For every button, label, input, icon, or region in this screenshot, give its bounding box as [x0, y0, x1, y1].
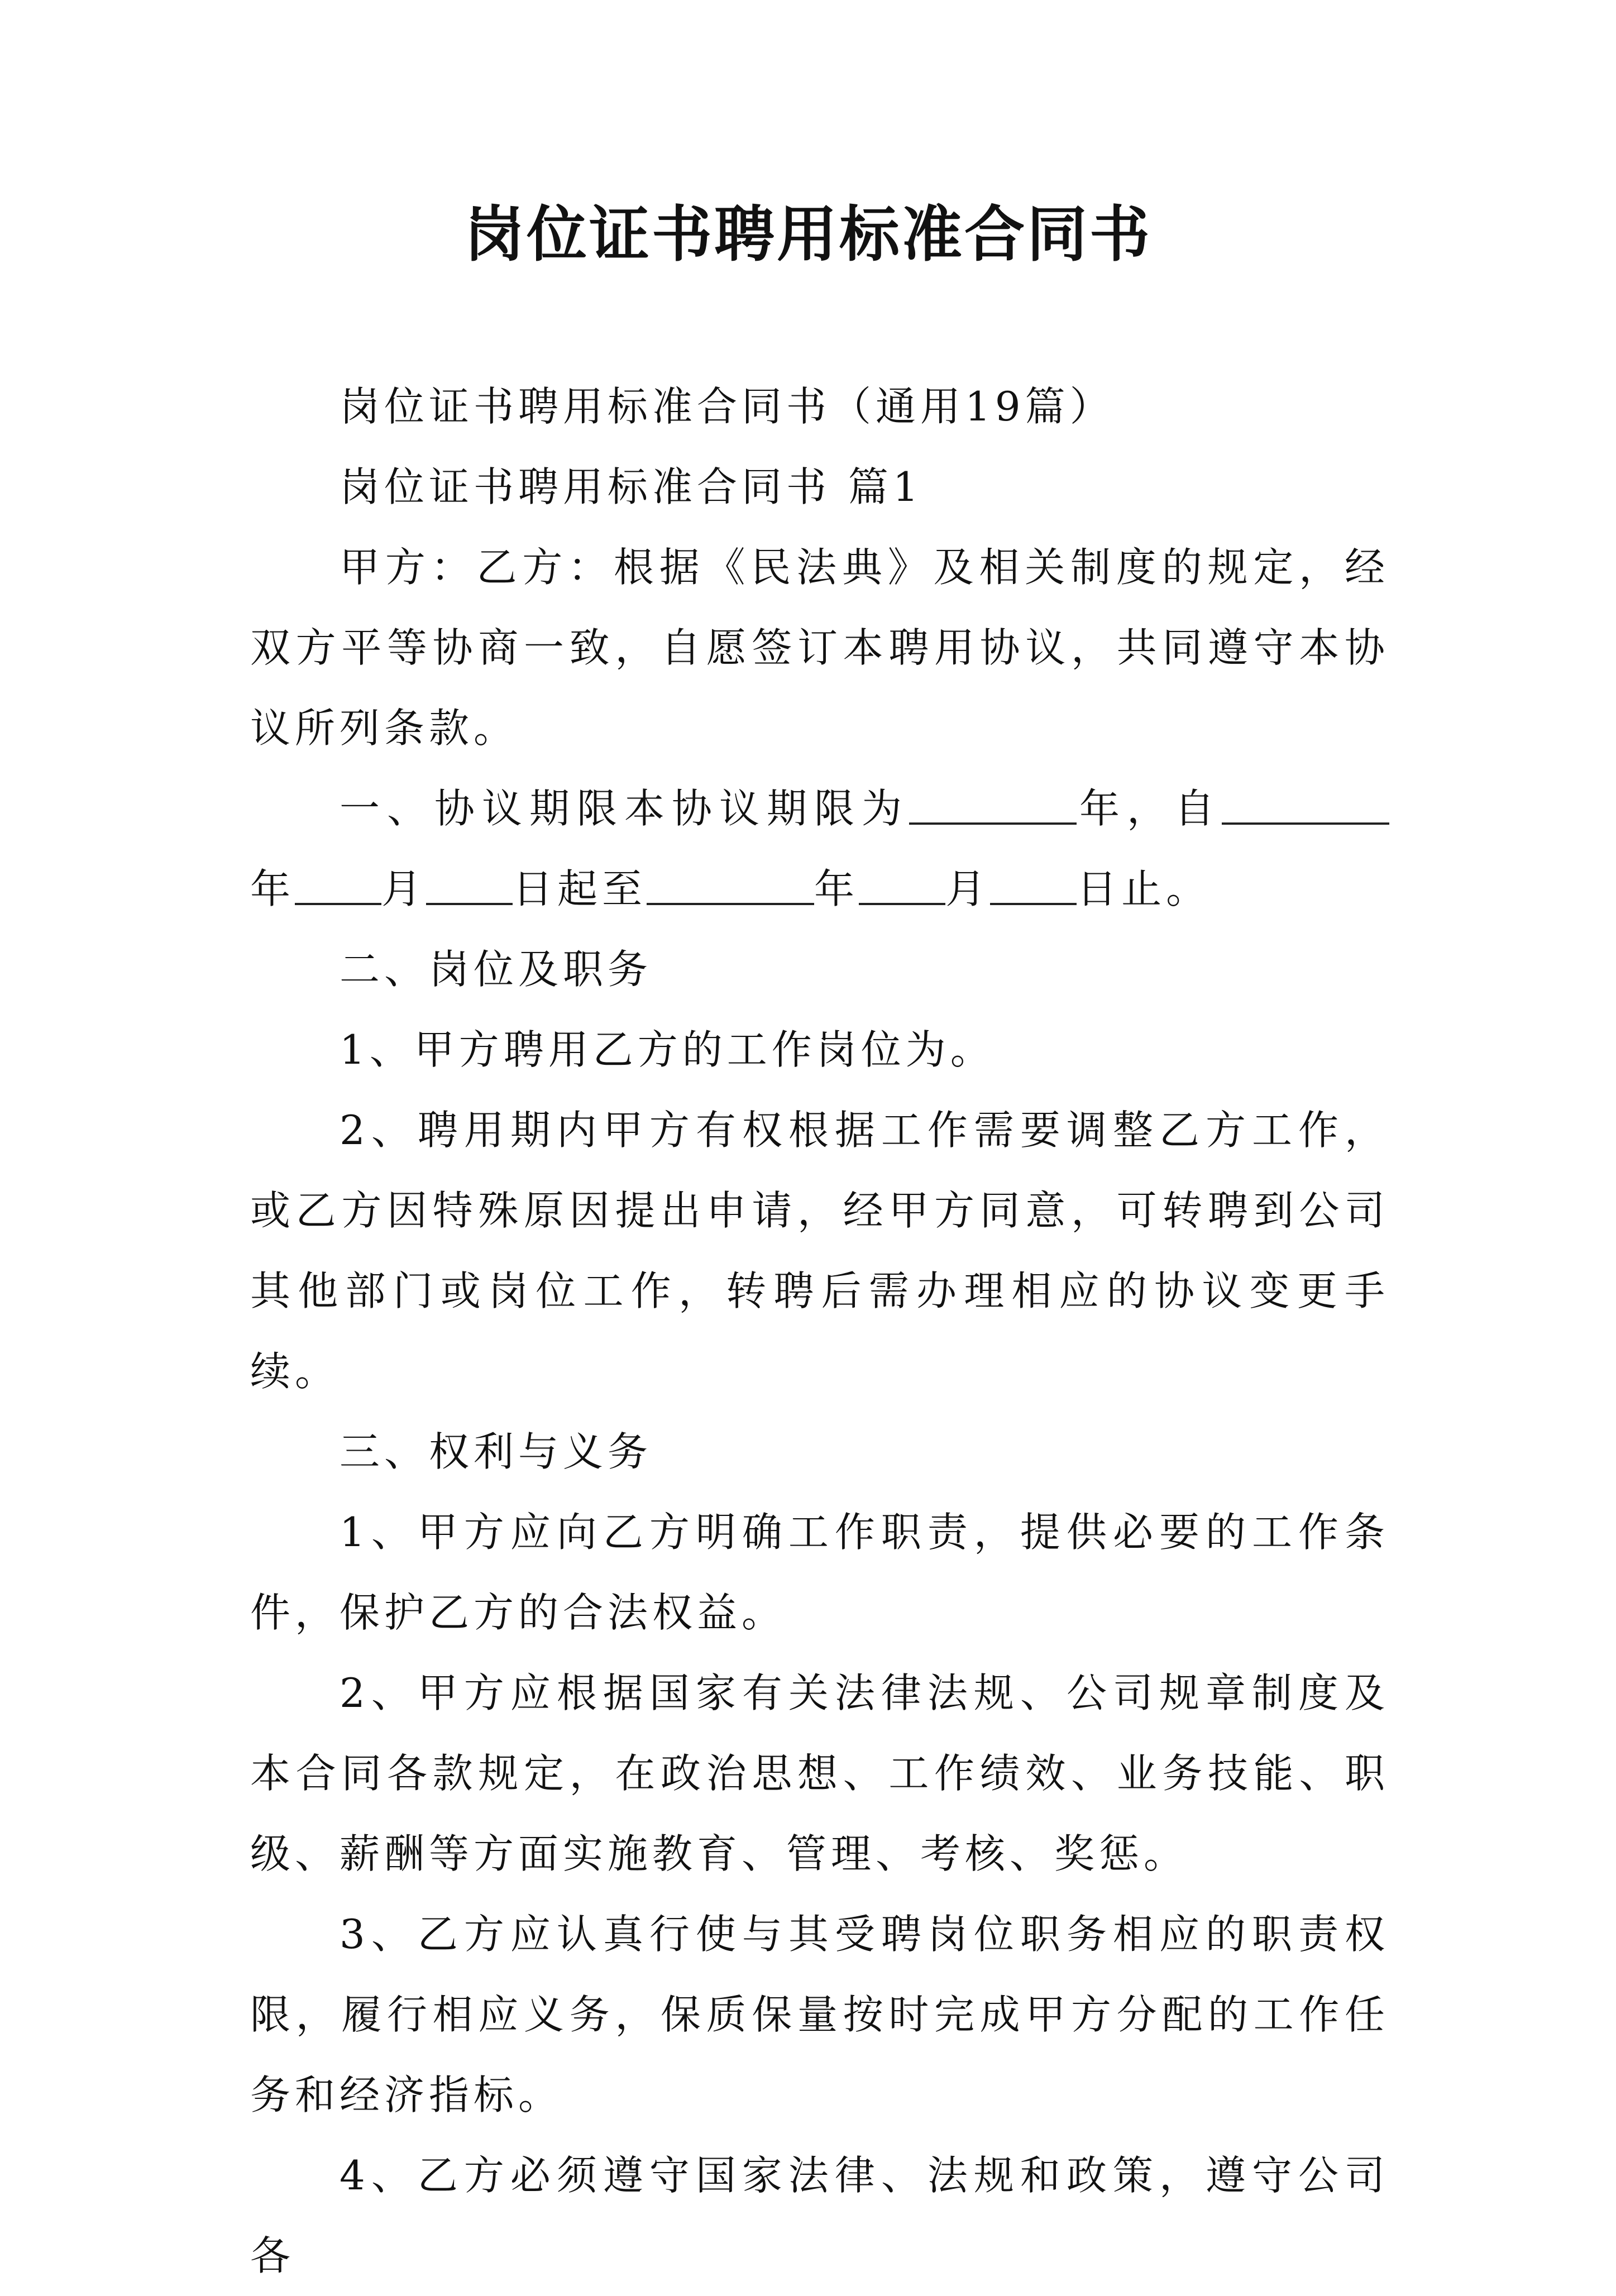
subtitle-paragraph: 岗位证书聘用标准合同书（通用19篇）: [340, 383, 1115, 430]
start-year-blank[interactable]: [1222, 787, 1389, 825]
section-2-item-2: 2、聘用期内甲方有权根据工作需要调整乙方工作，或乙方因特殊原因提出申请，经甲方同意，可转聘到公司其他部门或岗位工作，转聘后需办理相应的协议变更手续。: [250, 1107, 1389, 1395]
end-month-blank[interactable]: [859, 867, 945, 905]
section-2-title: 二、岗位及职务: [340, 946, 653, 993]
document-title: 岗位证书聘用标准合同书: [463, 199, 1152, 270]
part-heading: 岗位证书聘用标准合同书 篇1: [340, 463, 923, 510]
term-text-4: 月: [381, 865, 427, 912]
end-year-blank[interactable]: [647, 867, 814, 905]
years-blank[interactable]: [909, 787, 1077, 825]
term-text-8: 日止。: [1077, 865, 1211, 912]
section-3-title: 三、权利与义务: [340, 1428, 653, 1475]
section-3-item-4: 4、乙方必须遵守国家法律、法规和政策，遵守公司各: [250, 2152, 1389, 2279]
start-day-blank[interactable]: [426, 867, 513, 905]
document-body: [250, 366, 1389, 2296]
section-3-item-3: 3、乙方应认真行使与其受聘岗位职务相应的职责权限，履行相应义务，保质保量按时完成甲方分配的工作任务和经济指标。: [250, 1911, 1389, 2118]
term-text-2: 年，自: [1076, 785, 1222, 832]
term-text-6: 年: [814, 865, 859, 912]
term-paragraph: [250, 768, 1389, 929]
term-text-3: 年: [250, 865, 295, 912]
term-text-1: 一、协议期限本协议期限为: [340, 785, 909, 832]
term-text-7: 月: [945, 865, 991, 912]
term-text-5: 日起至: [513, 865, 647, 912]
section-2-item-1: 1、甲方聘用乙方的工作岗位为。: [340, 1026, 995, 1073]
intro-paragraph: 甲方：乙方：根据《民法典》及相关制度的规定，经双方平等协商一致，自愿签订本聘用协议，共同遵守本协议所列条款。: [250, 544, 1389, 752]
section-3-item-1: 1、甲方应向乙方明确工作职责，提供必要的工作条件，保护乙方的合法权益。: [250, 1509, 1389, 1636]
end-day-blank[interactable]: [990, 867, 1077, 905]
section-3-item-2: 2、甲方应根据国家有关法律法规、公司规章制度及本合同各款规定，在政治思想、工作绩效、业务技能、职级、薪酬等方面实施教育、管理、考核、奖惩。: [250, 1670, 1389, 1877]
start-month-blank[interactable]: [295, 867, 381, 905]
